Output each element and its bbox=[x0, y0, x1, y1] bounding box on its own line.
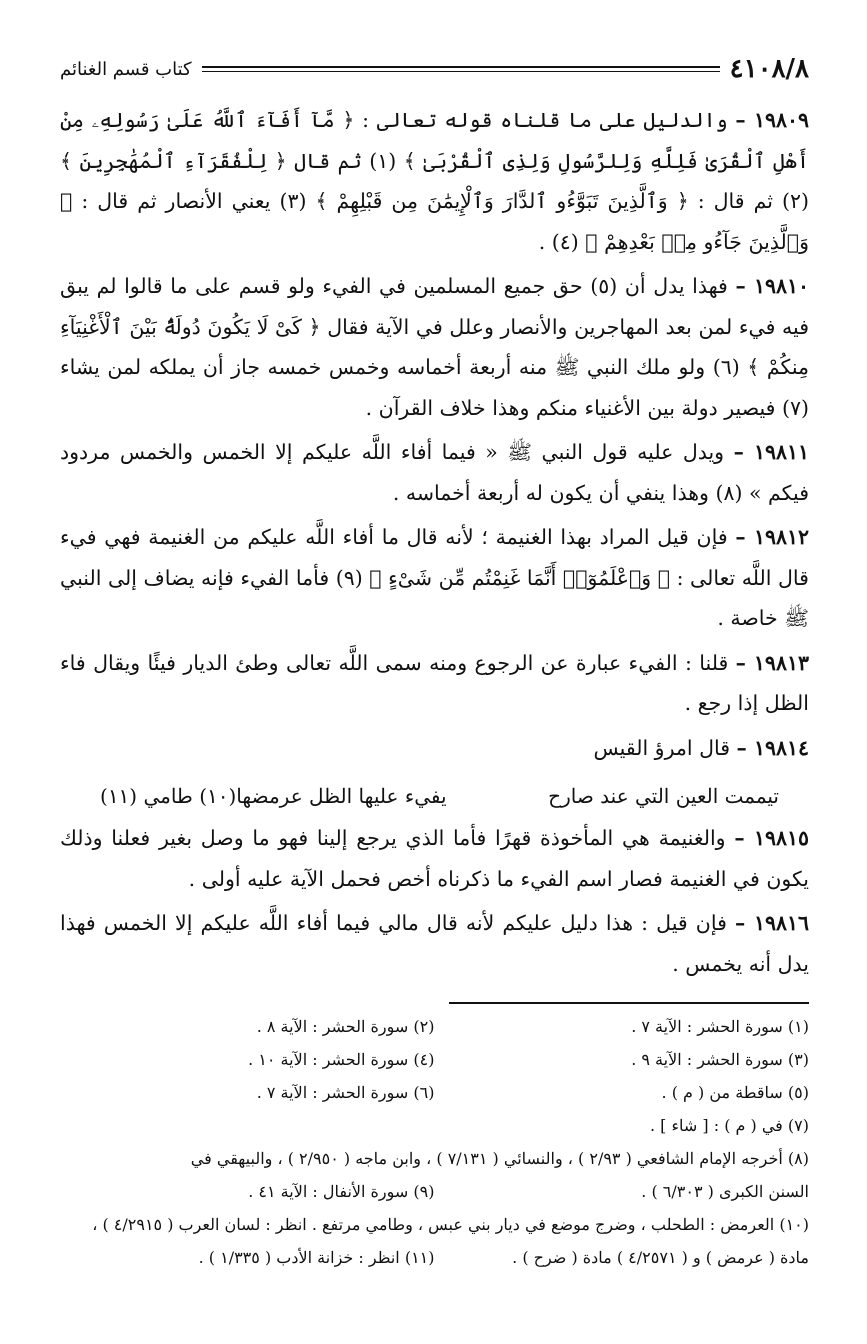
header-rule bbox=[202, 66, 720, 72]
footnote: (٣) سورة الحشر : الآية ٩ . bbox=[631, 1050, 809, 1069]
paragraph-number: ١٩٨١٦ – bbox=[734, 911, 809, 935]
paragraph-text: ويدل عليه قول النبي ﷺ « فيما أفاء اللَّه عليكم إلا الخمس والخمس مردود فيكم » (٨) وهذا ينفي أن يكون له أربعة أخماسه . bbox=[60, 440, 809, 505]
footnote-separator bbox=[449, 1002, 809, 1004]
paragraph-text: قلنا : الفيء عبارة عن الرجوع ومنه سمى اللَّه تعالى وطئ الديار فيئًا ويقال فاء الظل إذا رجع . bbox=[60, 650, 809, 715]
footnote: (٤) سورة الحشر : الآية ١٠ . bbox=[248, 1050, 435, 1069]
book-title: كتاب قسم الغنائم bbox=[60, 58, 192, 80]
footnote: (١) سورة الحشر : الآية ٧ . bbox=[631, 1017, 809, 1036]
paragraph-number: ١٩٨١٢ – bbox=[735, 525, 809, 549]
footnote-continuation: السنن الكبرى ( ٦/٣٠٣ ) . bbox=[641, 1182, 809, 1201]
paragraph bbox=[60, 100, 809, 262]
paragraph-text: فهذا يدل أن (٥) حق جميع المسلمين في الفيء ولو قسم على ما قالوا لم يبق فيه فيء لمن بعد المهاجرين والأنصار وعلل في الآية فقال ﴿ كَىْ لَا يَكُونَ دُولَةًۢ بَيْنَ ٱلْأَغْنِيَآءِ مِنكُمْ ﴾ (٦) ولو ملك النبي ﷺ منه أربعة أخماسه وخمس خمسه جاز أن يملكه لمن يشاء (٧) فيصير دولة بين الأغنياء منكم وهذا خلاف القرآن . bbox=[60, 274, 809, 420]
footnote-row bbox=[60, 1010, 809, 1043]
paragraph-text: قال امرؤ القيس bbox=[593, 735, 731, 760]
main-text bbox=[60, 100, 809, 984]
paragraph-number: ١٩٨١٠ – bbox=[735, 274, 809, 298]
paragraph bbox=[60, 517, 809, 639]
page-number: ٤١٠٨/٨ bbox=[729, 54, 809, 84]
paragraph bbox=[60, 728, 809, 769]
footnote: (٥) ساقطة من ( م ) . bbox=[661, 1083, 809, 1102]
footnotes bbox=[60, 1010, 809, 1274]
footnote-row bbox=[60, 1241, 809, 1274]
paragraph-number: ١٩٨١٤ – bbox=[736, 735, 809, 760]
paragraph bbox=[60, 903, 809, 984]
paragraph-text: والغنيمة هي المأخوذة قهرًا فأما الذي يرجع إلينا فهو ما وصل بغير فعلنا وذلك يكون في الغنيمة فصار اسم الفيء ما ذكرناه أخص فحمل الآية عليه أولى . bbox=[60, 826, 809, 891]
poem-second-hemistich: يفيء عليها الظل عرمضها(١٠) طامي (١١) bbox=[100, 784, 447, 808]
page-header bbox=[60, 48, 809, 90]
footnote: (٨) أخرجه الإمام الشافعي ( ٢/٩٣ ) ، والنسائي ( ٧/١٣١ ) ، وابن ماجه ( ٢/٩٥٠ ) ، والبيهقي في bbox=[190, 1149, 809, 1168]
footnote: (١٠) العرمض : الطحلب ، وضرج موضع في ديار بني عبس ، وطامي مرتفع . انظر : لسان العرب ( ٤/٢٩١٥ ) ، bbox=[92, 1215, 809, 1234]
footnote: (٩) سورة الأنفال : الآية ٤١ . bbox=[248, 1182, 435, 1201]
paragraph-number: ١٩٨٠٩ – bbox=[735, 108, 809, 132]
paragraph-number: ١٩٨١٥ – bbox=[734, 826, 809, 850]
paragraph-number: ١٩٨١١ – bbox=[733, 440, 809, 464]
footnote-row bbox=[60, 1043, 809, 1076]
footnote: (٧) في ( م ) : [ شاء ] . bbox=[650, 1116, 809, 1135]
paragraph-text: فإن قيل : هذا دليل عليكم لأنه قال مالي فيما أفاء اللَّه عليكم إلا الخمس فهذا يدل أنه يخمس . bbox=[60, 911, 809, 976]
footnote: (٦) سورة الحشر : الآية ٧ . bbox=[256, 1083, 435, 1102]
paragraph bbox=[60, 432, 809, 513]
paragraph-text: والدليل على ما قلناه قوله تعالى : ﴿ مَّآ أَفَآءَ ٱللَّهُ عَلَىٰ رَسُولِهِۦ مِنْ أَهْلِ ٱلْقُرَىٰ فَلِلَّهِ وَلِلرَّسُولِ وَلِذِى ٱلْقُرْبَىٰ ﴾ (١) ثم قال ﴿ لِلْفُقَرَآءِ ٱلْمُهَٰجِرِينَ ﴾ (٢) ثم قال : ﴿ وَٱلَّذِينَ تَبَوَّءُو ٱلدَّارَ وَٱلْإِيمَٰنَ مِن قَبْلِهِمْ ﴾ (٣) يعني الأنصار ثم قال : ﴿ وَٱلَّذِينَ جَآءُو مِنۢ بَعْدِهِمْ ﴾ (٤) . bbox=[60, 108, 809, 254]
footnote-row bbox=[60, 1175, 809, 1208]
footnote-continuation: مادة ( عرمض ) و ( ٤/٢٥٧١ ) مادة ( ضرح ) . bbox=[512, 1248, 809, 1267]
footnote-row bbox=[60, 1076, 809, 1109]
poem-first-hemistich: تيممت العين التي عند صارح bbox=[548, 784, 779, 808]
footnote: (٢) سورة الحشر : الآية ٨ . bbox=[256, 1017, 435, 1036]
poem-verse bbox=[60, 772, 809, 818]
paragraph-text: فإن قيل المراد بهذا الغنيمة ؛ لأنه قال ما أفاء اللَّه عليكم من الغنيمة فهي فيء قال اللَّه تعالى : ﴿ وَٱعْلَمُوٓا۟ أَنَّمَا غَنِمْتُم مِّن شَىْءٍ ﴾ (٩) فأما الفيء فإنه يضاف إلى النبي ﷺ خاصة . bbox=[60, 525, 809, 630]
paragraph bbox=[60, 266, 809, 428]
paragraph bbox=[60, 818, 809, 899]
paragraph-number: ١٩٨١٣ – bbox=[735, 650, 809, 675]
paragraph bbox=[60, 643, 809, 724]
footnote: (١١) انظر : خزانة الأدب ( ١/٣٣٥ ) . bbox=[198, 1248, 435, 1267]
